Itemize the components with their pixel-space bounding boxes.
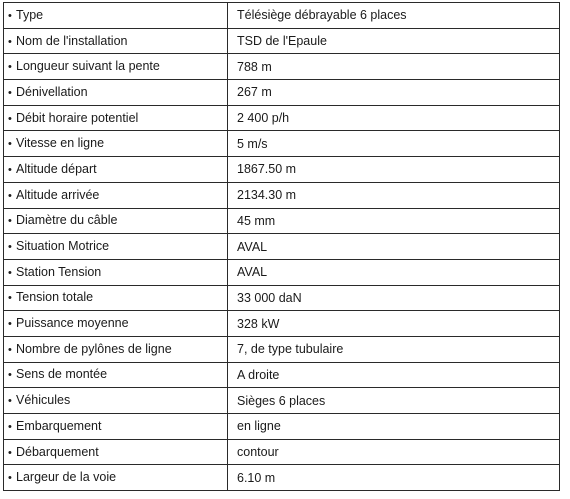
table-row — [4, 54, 560, 80]
table-row — [4, 234, 560, 260]
row-label: Sens de montée — [16, 367, 108, 382]
row-label-cell — [4, 414, 228, 440]
table-row — [4, 388, 560, 414]
table-row — [4, 157, 560, 183]
row-label: Situation Motrice — [16, 239, 110, 254]
row-label: Type — [16, 7, 44, 22]
row-label-cell — [4, 80, 228, 106]
row-value: 2 400 p/h — [228, 105, 560, 131]
row-label-cell — [4, 105, 228, 131]
row-label: Largeur de la voie — [16, 470, 117, 485]
row-value: A droite — [228, 362, 560, 388]
bullet-icon: • — [8, 420, 12, 433]
row-label-cell — [4, 54, 228, 80]
bullet-icon: • — [8, 9, 12, 22]
specifications-table — [3, 2, 560, 491]
row-value: 5 m/s — [228, 131, 560, 157]
row-value: 788 m — [228, 54, 560, 80]
row-value: TSD de l'Epaule — [228, 28, 560, 54]
row-label-cell — [4, 362, 228, 388]
bullet-icon: • — [8, 318, 12, 331]
row-label-cell — [4, 234, 228, 260]
row-value: 267 m — [228, 80, 560, 106]
row-value: 33 000 daN — [228, 285, 560, 311]
table-row — [4, 208, 560, 234]
bullet-icon: • — [8, 369, 12, 382]
row-label: Station Tension — [16, 264, 102, 279]
table-row — [4, 414, 560, 440]
row-value: en ligne — [228, 414, 560, 440]
row-value: 2134.30 m — [228, 182, 560, 208]
bullet-icon: • — [8, 138, 12, 151]
row-label: Longueur suivant la pente — [16, 59, 160, 74]
row-label-cell — [4, 28, 228, 54]
table-row — [4, 465, 560, 491]
bullet-icon: • — [8, 86, 12, 99]
row-label: Diamètre du câble — [16, 213, 118, 228]
row-label: Embarquement — [16, 418, 102, 433]
row-value: 45 mm — [228, 208, 560, 234]
table-row — [4, 259, 560, 285]
table-row — [4, 28, 560, 54]
row-value: contour — [228, 439, 560, 465]
row-label-cell — [4, 259, 228, 285]
row-value: 1867.50 m — [228, 157, 560, 183]
row-label-cell — [4, 182, 228, 208]
table-row — [4, 285, 560, 311]
row-label-cell — [4, 311, 228, 337]
row-label-cell — [4, 388, 228, 414]
row-label: Puissance moyenne — [16, 316, 129, 331]
table-row — [4, 3, 560, 29]
row-label: Altitude arrivée — [16, 187, 100, 202]
bullet-icon: • — [8, 163, 12, 176]
bullet-icon: • — [8, 35, 12, 48]
bullet-icon: • — [8, 215, 12, 228]
bullet-icon: • — [8, 292, 12, 305]
row-label: Débit horaire potentiel — [16, 110, 139, 125]
row-label: Altitude départ — [16, 161, 97, 176]
row-value: 328 kW — [228, 311, 560, 337]
bullet-icon: • — [8, 343, 12, 356]
row-value: 6.10 m — [228, 465, 560, 491]
row-label-cell — [4, 157, 228, 183]
row-label: Débarquement — [16, 444, 99, 459]
row-label: Nom de l'installation — [16, 33, 128, 48]
bullet-icon: • — [8, 266, 12, 279]
row-label: Véhicules — [16, 393, 71, 408]
row-label-cell — [4, 208, 228, 234]
row-value: 7, de type tubulaire — [228, 336, 560, 362]
row-label-cell — [4, 465, 228, 491]
row-value: Télésiège débrayable 6 places — [228, 3, 560, 29]
row-label: Tension totale — [16, 290, 94, 305]
bullet-icon: • — [8, 395, 12, 408]
bullet-icon: • — [8, 472, 12, 485]
table-row — [4, 182, 560, 208]
row-label: Vitesse en ligne — [16, 136, 105, 151]
table-row — [4, 336, 560, 362]
row-label-cell — [4, 131, 228, 157]
row-label-cell — [4, 439, 228, 465]
row-label-cell — [4, 336, 228, 362]
bullet-icon: • — [8, 112, 12, 125]
table-row — [4, 362, 560, 388]
row-label-cell — [4, 285, 228, 311]
row-label: Dénivellation — [16, 84, 88, 99]
bullet-icon: • — [8, 61, 12, 74]
row-value: AVAL — [228, 259, 560, 285]
table-row — [4, 439, 560, 465]
row-label: Nombre de pylônes de ligne — [16, 341, 172, 356]
bullet-icon: • — [8, 446, 12, 459]
table-row — [4, 311, 560, 337]
bullet-icon: • — [8, 241, 12, 254]
row-label-cell — [4, 3, 228, 29]
row-value: Sièges 6 places — [228, 388, 560, 414]
table-row — [4, 105, 560, 131]
bullet-icon: • — [8, 189, 12, 202]
table-row — [4, 80, 560, 106]
row-value: AVAL — [228, 234, 560, 260]
table-row — [4, 131, 560, 157]
